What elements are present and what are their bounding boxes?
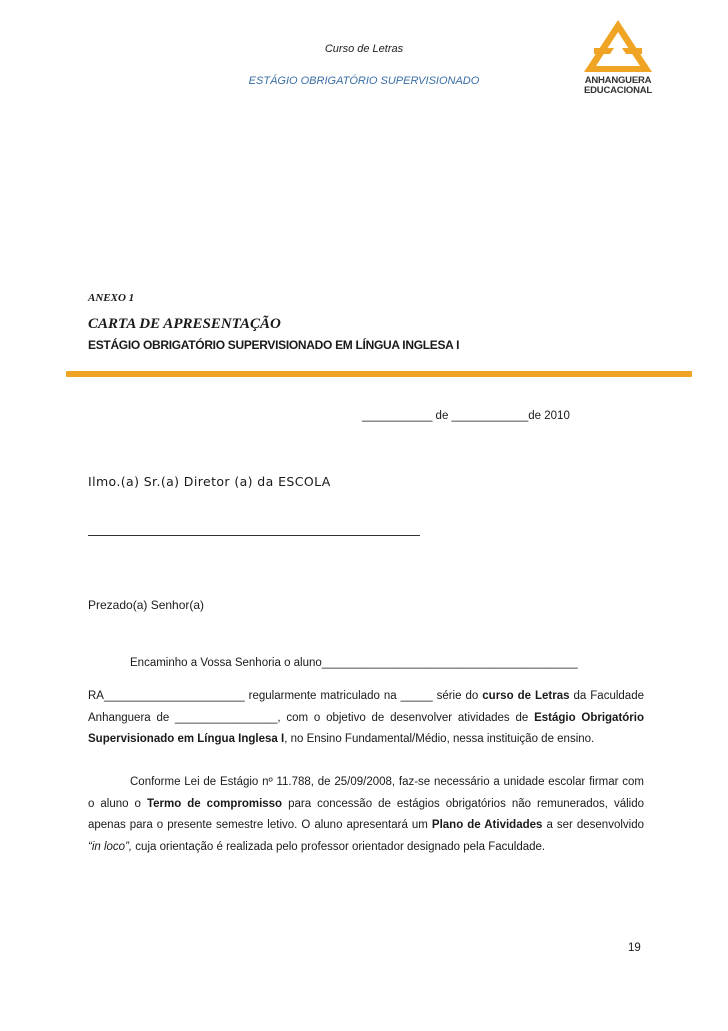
greeting: Prezado(a) Senhor(a)	[88, 598, 205, 612]
paragraph-law	[88, 772, 644, 858]
annex-label: ANEXO 1	[88, 292, 135, 304]
p3-text-e: a ser desenvolvido	[542, 819, 644, 831]
p3-plan: Plano de Atividades	[431, 819, 543, 831]
date-line: ___________ de ____________de 2010	[362, 410, 570, 422]
p2-internship: Estágio Obrigatório Supervisionado em Língua Inglesa I	[88, 711, 645, 745]
document-subtitle: ESTÁGIO OBRIGATÓRIO SUPERVISIONADO EM LÍNGUA INGLESA I	[88, 338, 460, 352]
header-course: Curso de Letras	[324, 43, 404, 55]
logo-wordmark	[578, 76, 658, 96]
document-title: CARTA DE APRESENTAÇÃO	[88, 316, 281, 332]
p2-course: curso de Letras	[482, 690, 570, 702]
orange-divider	[66, 371, 692, 377]
p2-text-e: , no Ensino Fundamental/Médio, nessa instituição de ensino.	[284, 733, 595, 745]
p3-term: Termo de compromisso	[146, 797, 283, 810]
logo-triangle-icon	[578, 18, 658, 74]
p3-text-g: cuja orientação é realizada pelo professor orientador designado pela Faculdade.	[132, 840, 546, 853]
p3-text-c: para concessão de estágios obrigatórios não remunerados, válido apenas para o presente semestre letivo. O aluno apresentará um	[88, 797, 645, 831]
page-number: 19	[628, 942, 641, 954]
p3-in-loco: “in loco”,	[88, 840, 133, 853]
paragraph-enrollment	[88, 686, 644, 751]
logo-line-1: ANHANGUERA	[584, 75, 652, 86]
p2-text-c: da Faculdade Anhanguera de ________________, com o objetivo de desenvolver atividades de	[88, 690, 644, 724]
header-program: ESTÁGIO OBRIGATÓRIO SUPERVISIONADO	[248, 75, 480, 87]
school-name-blank	[88, 535, 420, 536]
addressee: Ilmo.(a) Sr.(a) Diretor (a) da ESCOLA	[88, 474, 331, 489]
logo-line-2: EDUCACIONAL	[584, 85, 652, 96]
paragraph-intro: Encaminho a Vossa Senhoria o aluno________________________________________	[130, 657, 578, 669]
p2-text-a: RA______________________ regularmente matriculado na _____ série do	[88, 690, 483, 702]
p3-text-a: Conforme Lei de Estágio nº 11.788, de 25/09/2008, faz-se necessário a unidade escolar firmar com o aluno o	[88, 776, 644, 810]
anhanguera-logo	[578, 18, 658, 96]
